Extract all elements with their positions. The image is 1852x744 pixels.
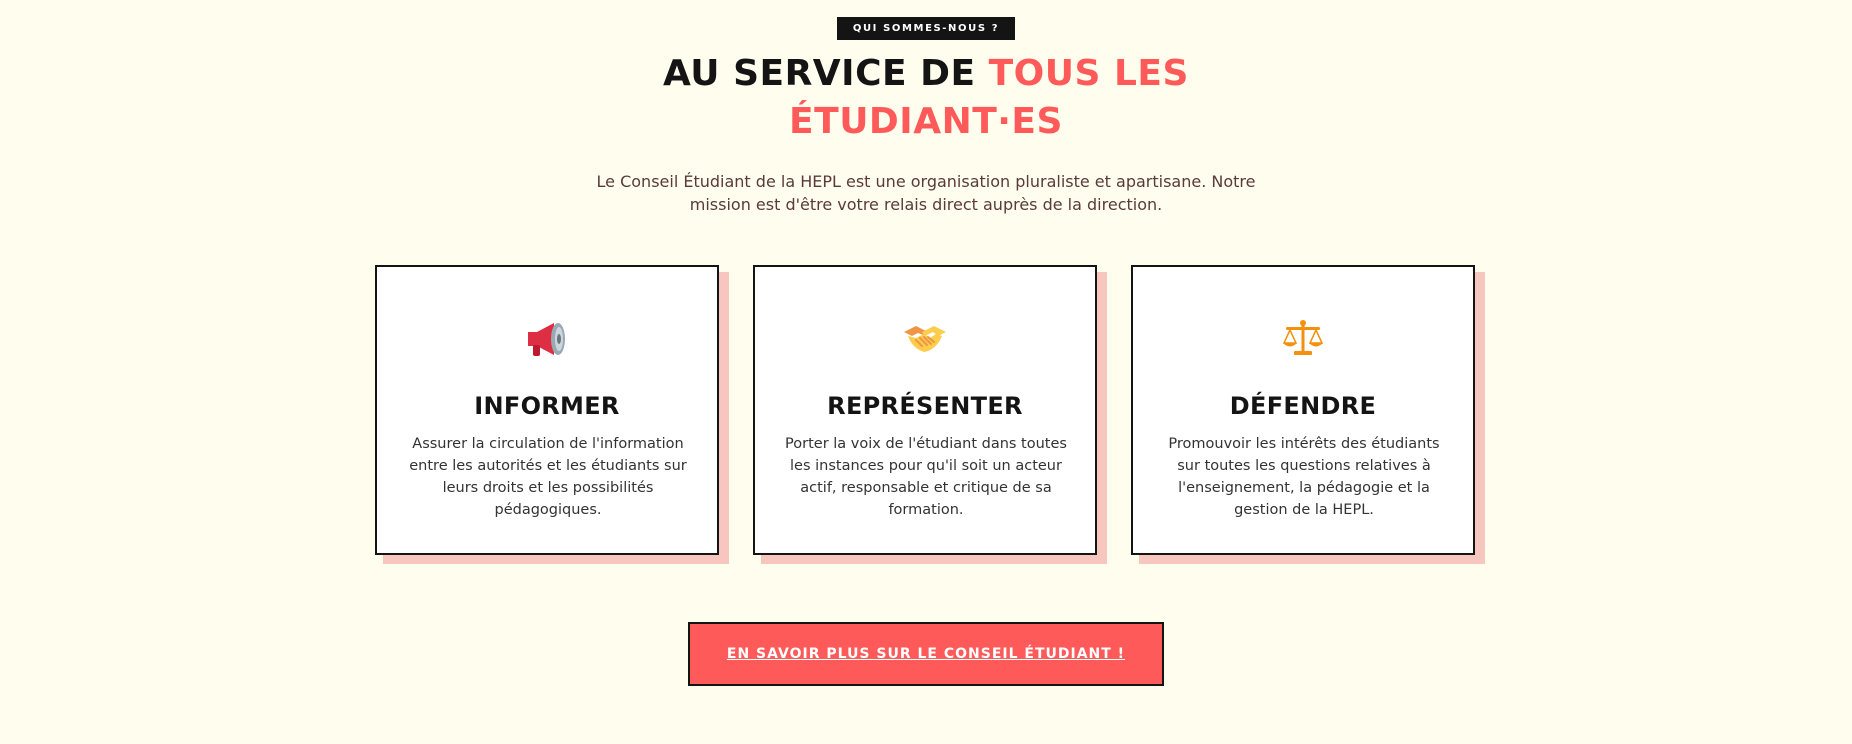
card-defendre xyxy=(1131,265,1475,555)
card-text: Assurer la circulation de l'information entre les autorités et les étudiants sur leurs droits et les possibilités pédagogiques. xyxy=(409,436,687,518)
learn-more-button[interactable]: EN SAVOIR PLUS SUR LE CONSEIL ÉTUDIANT ! xyxy=(688,622,1164,686)
megaphone-icon xyxy=(377,317,717,361)
section-eyebrow-label: QUI SOMMES-NOUS ? xyxy=(837,17,1015,40)
handshake-icon xyxy=(755,317,1095,361)
card-representer xyxy=(753,265,1097,555)
title-accent-text: TOUS LES xyxy=(988,53,1189,94)
card-informer xyxy=(375,265,719,555)
scales-icon xyxy=(1133,317,1473,361)
section-title xyxy=(526,50,1326,146)
title-plain-text: AU SERVICE DE xyxy=(663,53,989,94)
card-text: Promouvoir les intérêts des étudiants sur toutes les questions relatives à l'enseignement, la pédagogie et la gestion de la HEPL. xyxy=(1168,436,1440,518)
card-title: DÉFENDRE xyxy=(1229,392,1377,420)
intro-line-2: mission est d'être votre relais direct auprès de la direction. xyxy=(689,195,1163,214)
card-title: INFORMER xyxy=(474,392,620,420)
intro-line-1: Le Conseil Étudiant de la HEPL est une organisation pluraliste et apartisane. Notre xyxy=(596,172,1256,191)
section-intro xyxy=(576,170,1276,216)
card-title: REPRÉSENTER xyxy=(827,392,1023,420)
card-text: Porter la voix de l'étudiant dans toutes les instances pour qu'il soit un acteur actif, responsable et critique de sa formation. xyxy=(785,436,1067,518)
title-accent-text-line2: ÉTUDIANT·ES xyxy=(789,101,1063,142)
